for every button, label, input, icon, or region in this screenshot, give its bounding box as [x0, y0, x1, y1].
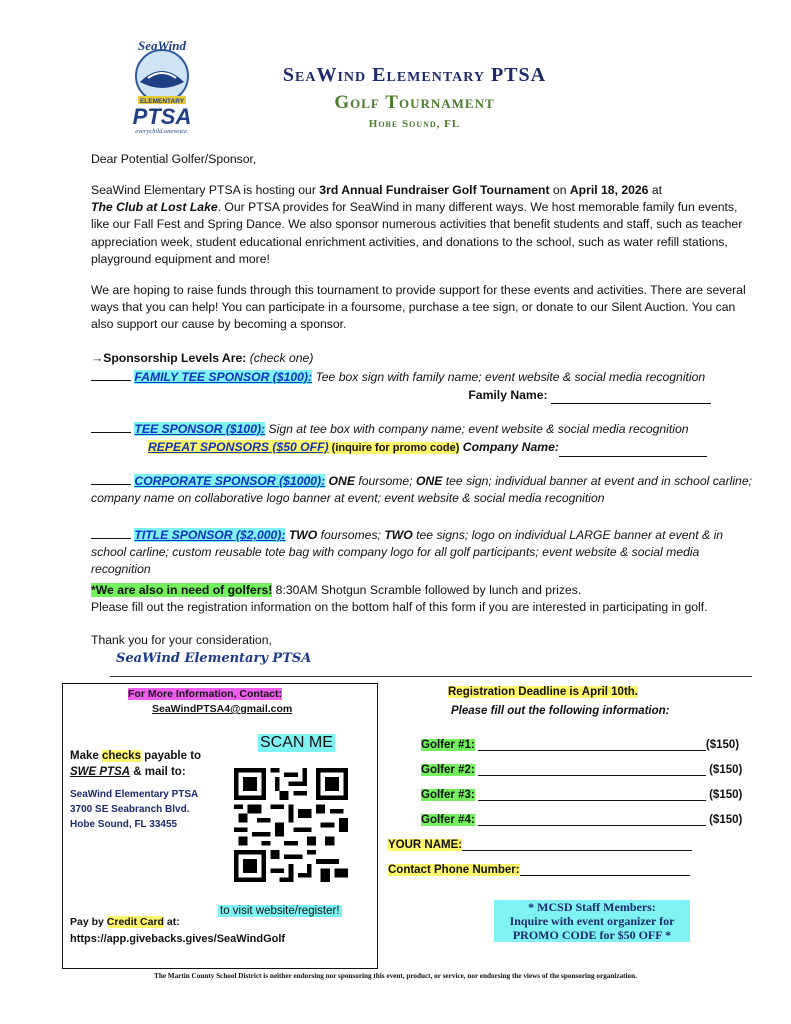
logo-tagline: everychild.onevoice. — [135, 128, 189, 135]
logo-ptsa-text: PTSA — [132, 104, 192, 129]
registration-instructions: Please fill out the following information: — [451, 705, 670, 717]
fill-out-note: Please fill out the registration information on the bottom half of this form if you are interested in participating in golf. — [91, 600, 708, 614]
qr-code[interactable] — [234, 768, 348, 882]
golfer-1-row[interactable]: Golfer #1: ($150) — [421, 739, 740, 751]
corporate-sponsor-title: CORPORATE SPONSOR ($1000): — [134, 474, 326, 488]
event-location: Hobe Sound, FL — [368, 118, 461, 130]
district-disclaimer: The Martin County School District is neither endorsing nor sponsoring this event, product, or service, nor endorsing the views of the sponsoring organization. — [154, 972, 637, 980]
family-sponsor-title: FAMILY TEE SPONSOR ($100): — [134, 370, 313, 384]
payee-line: SWE PTSA & mail to: — [70, 766, 186, 778]
credit-card-line: Pay by Credit Card at: — [70, 916, 180, 928]
ptsa-logo — [118, 38, 206, 136]
divider — [110, 676, 752, 677]
logo-seawind-text: SeaWind — [138, 38, 186, 53]
checks-instructions: Make checks payable to — [70, 750, 202, 762]
greeting: Dear Potential Golfer/Sponsor, — [91, 152, 257, 166]
thanks-line: Thank you for your consideration, — [91, 633, 272, 647]
contact-phone-field[interactable]: Contact Phone Number: — [388, 864, 690, 876]
golfers-needed: *We are also in need of golfers! 8:30AM Shotgun Scramble followed by lunch and prizes. — [91, 583, 582, 597]
info-title: For More Information, Contact: — [128, 688, 282, 700]
sponsorship-levels-heading: →Sponsorship Levels Are: (check one) — [91, 351, 314, 365]
tee-sponsor-title: TEE SPONSOR ($100): — [134, 422, 266, 436]
golfer-3-row[interactable]: Golfer #3: ($150) — [421, 789, 743, 801]
tee-sponsor-option[interactable]: TEE SPONSOR ($100): Sign at tee box with company name; event website & social media recognition — [91, 421, 756, 438]
corporate-sponsor-option[interactable]: CORPORATE SPONSOR ($1000): ONE foursome; ONE tee sign; individual banner at event and in school carline; company name on collaborative logo banner at event; event website & social media recognition — [91, 474, 752, 506]
family-sponsor-option[interactable]: FAMILY TEE SPONSOR ($100): Tee box sign with family name; event website & social media recognition — [91, 369, 756, 386]
staff-promo-note: * MCSD Staff Members: Inquire with event organizer for PROMO CODE for $50 OFF * — [494, 900, 690, 942]
golfer-4-row[interactable]: Golfer #4: ($150) — [421, 814, 743, 826]
title-checkbox-line[interactable] — [91, 527, 131, 539]
corporate-checkbox-line[interactable] — [91, 473, 131, 485]
your-name-field[interactable]: YOUR NAME: — [388, 839, 692, 851]
family-name-field[interactable]: Family Name: — [91, 387, 711, 404]
event-title: Golf Tournament — [334, 92, 495, 113]
scan-me-label: SCAN ME — [260, 734, 333, 751]
title-sponsor-title: TITLE SPONSOR ($2,000): — [134, 528, 286, 542]
fundraising-paragraph: We are hoping to raise funds through this tournament to provide support for these events and activities. There are several ways that you can help! You can participate in a foursome, purchase a tee sign, or donate to our Silent Auction. You can also support our cause by becoming a sponsor. — [91, 283, 746, 332]
golfer-2-row[interactable]: Golfer #2: ($150) — [421, 764, 743, 776]
registration-deadline: Registration Deadline is April 10th. — [448, 686, 639, 698]
title-sponsor-option[interactable]: TITLE SPONSOR ($2,000): TWO foursomes; TWO tee signs; logo on individual LARGE banner at event & in school carline; custom reusable tote bag with company logo for all golf participants; event website & social media recognition — [91, 528, 724, 577]
logo-elementary-text: ELEMENTARY — [139, 98, 185, 105]
org-title: SeaWind Elementary PTSA — [282, 64, 547, 86]
signature: SeaWind Elementary PTSA — [116, 651, 312, 666]
tee-checkbox-line[interactable] — [91, 421, 131, 433]
registration-url[interactable]: https://app.givebacks.gives/SeaWindGolf — [70, 933, 286, 945]
visit-website-label: to visit website/register! — [220, 905, 340, 917]
mailing-address: SeaWind Elementary PTSA 3700 SE Seabranch Blvd. Hobe Sound, FL 33455 — [70, 789, 199, 830]
family-checkbox-line[interactable] — [91, 369, 131, 381]
contact-email[interactable]: SeaWindPTSA4@gmail.com — [152, 703, 293, 715]
repeat-sponsor-line[interactable]: REPEAT SPONSORS ($50 OFF) (inquire for promo code) Company Name: — [148, 439, 748, 457]
intro-paragraph: SeaWind Elementary PTSA is hosting our 3rd Annual Fundraiser Golf Tournament on April 18, 2026 at The Club at Lost Lake. Our PTSA provides for SeaWind in many different ways. We host memorable family fun events, like our Fall Fest and Spring Dance. We also sponsor numerous activities that benefit students and staff, such as teacher appreciation week, student educational enrichment activities, and donations to the school, such as water refill stations, playground equipment and more! — [91, 183, 743, 266]
